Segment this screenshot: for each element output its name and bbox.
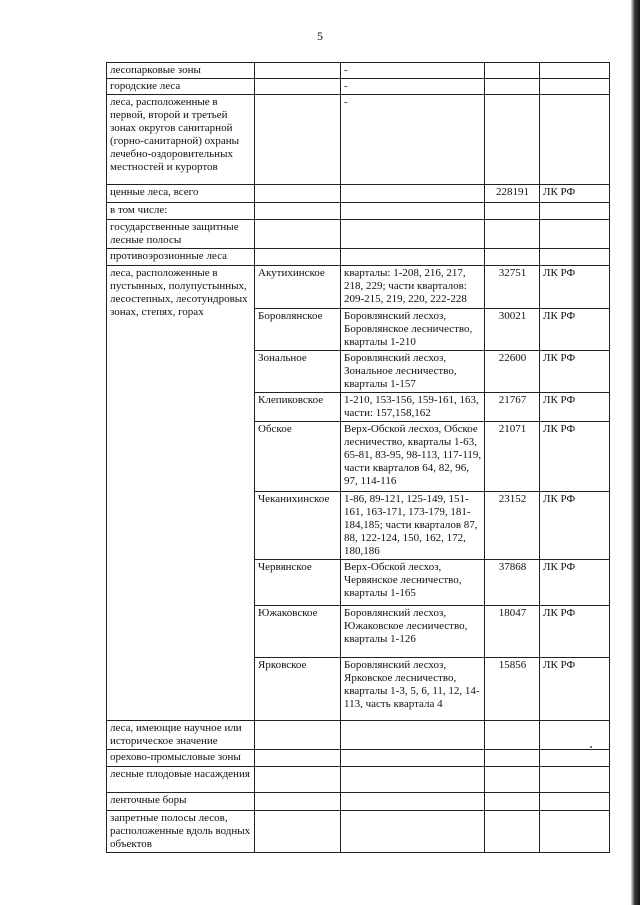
category-cell: леса, расположенные в первой, второй и третьей зонах округов санитарной (горно-санитарной) охраны лечебно-оздоровительных местностей и курортов [107,95,255,185]
description-cell: Боровлянский лесхоз, Зональное лесничество, кварталы 1-157 [341,351,485,393]
area-cell [485,63,540,79]
page-number: 5 [317,29,323,43]
area-cell [485,767,540,793]
description-cell [341,811,485,853]
basis-cell [540,203,610,220]
area-cell: 23152 [485,492,540,560]
basis-cell: ЛК РФ [540,393,610,422]
district-cell [255,767,341,793]
area-cell: 30021 [485,309,540,351]
description-cell [341,220,485,249]
table-row [107,266,610,309]
category-cell: лесные плодовые насаждения [107,767,255,793]
description-cell: кварталы: 1-208, 216, 217, 218, 229; части кварталов: 209-215, 219, 220, 222-228 [341,266,485,309]
district-cell: Чеканихинское [255,492,341,560]
table-row [107,249,610,266]
description-cell: - [341,79,485,95]
table-row [107,767,610,793]
category-cell: леса, расположенные в пустынных, полупустынных, лесостепных, лесотундровых зонах, степях, горах [107,266,255,721]
area-cell: 32751 [485,266,540,309]
area-cell: 21071 [485,422,540,492]
basis-cell: ЛК РФ [540,266,610,309]
area-cell [485,811,540,853]
category-cell: противоэрозионные леса [107,249,255,266]
table-row [107,793,610,811]
description-cell [341,203,485,220]
district-cell [255,793,341,811]
basis-cell: ЛК РФ [540,185,610,203]
description-cell [341,249,485,266]
category-cell: ленточные боры [107,793,255,811]
area-cell [485,721,540,750]
basis-cell: ЛК РФ [540,309,610,351]
description-cell: 1-86, 89-121, 125-149, 151-161, 163-171, 173-179, 181-184,185; части кварталов 87, 88, 122-124, 150, 162, 172, 180,186 [341,492,485,560]
basis-cell [540,750,610,767]
description-cell [341,767,485,793]
district-cell [255,203,341,220]
category-cell: запретные полосы лесов, расположенные вдоль водных объектов [107,811,255,853]
area-cell: 15856 [485,658,540,721]
description-cell: Верх-Обской лесхоз, Червянское лесничество, кварталы 1-165 [341,560,485,606]
district-cell: Зональное [255,351,341,393]
district-cell: Обское [255,422,341,492]
basis-cell [540,63,610,79]
district-cell [255,95,341,185]
table-row [107,811,610,853]
area-cell [485,220,540,249]
district-cell [255,750,341,767]
basis-cell [540,793,610,811]
category-cell: государственные защитные лесные полосы [107,220,255,249]
area-cell: 18047 [485,606,540,658]
description-cell: - [341,95,485,185]
basis-cell: ЛК РФ [540,606,610,658]
area-cell: 21767 [485,393,540,422]
district-cell [255,220,341,249]
description-cell: - [341,63,485,79]
table-row [107,750,610,767]
description-cell: Боровлянский лесхоз, Южаковское лесничество, кварталы 1-126 [341,606,485,658]
district-cell: Ярковское [255,658,341,721]
category-cell: ценные леса, всего [107,185,255,203]
district-cell: Боровлянское [255,309,341,351]
description-cell [341,793,485,811]
area-cell [485,95,540,185]
area-cell [485,203,540,220]
description-cell: 1-210, 153-156, 159-161, 163, части: 157,158,162 [341,393,485,422]
district-cell [255,185,341,203]
district-cell [255,249,341,266]
scan-speck [590,746,592,748]
table-row [107,79,610,95]
category-cell: леса, имеющие научное или историческое значение [107,721,255,750]
area-cell [485,79,540,95]
district-cell [255,63,341,79]
basis-cell [540,721,610,750]
basis-cell: ЛК РФ [540,351,610,393]
basis-cell [540,79,610,95]
description-cell [341,721,485,750]
category-cell: орехово-промысловые зоны [107,750,255,767]
table-row [107,95,610,185]
district-cell [255,721,341,750]
basis-cell: ЛК РФ [540,422,610,492]
area-cell: 22600 [485,351,540,393]
area-cell [485,793,540,811]
basis-cell [540,220,610,249]
district-cell: Червянское [255,560,341,606]
description-cell: Боровлянский лесхоз, Ярковское лесничество, кварталы 1-3, 5, 6, 11, 12, 14-113, часть квартала 4 [341,658,485,721]
district-cell: Южаковское [255,606,341,658]
description-cell: Боровлянский лесхоз, Боровлянское лесничество, кварталы 1-210 [341,309,485,351]
area-cell: 228191 [485,185,540,203]
table-row [107,220,610,249]
basis-cell [540,767,610,793]
basis-cell [540,249,610,266]
area-cell [485,750,540,767]
basis-cell: ЛК РФ [540,658,610,721]
table-row [107,203,610,220]
basis-cell [540,811,610,853]
basis-cell: ЛК РФ [540,560,610,606]
district-cell [255,79,341,95]
forest-category-table [106,62,610,853]
scan-edge-shadow [631,0,640,905]
category-cell: лесопарковые зоны [107,63,255,79]
district-cell [255,811,341,853]
district-cell: Акутихинское [255,266,341,309]
district-cell: Клепиковское [255,393,341,422]
category-cell: городские леса [107,79,255,95]
table-row [107,185,610,203]
description-cell [341,750,485,767]
area-cell [485,249,540,266]
table-row [107,721,610,750]
description-cell: Верх-Обской лесхоз, Обское лесничество, кварталы 1-63, 65-81, 83-95, 98-113, 117-119, части кварталов 64, 82, 96, 97, 114-116 [341,422,485,492]
basis-cell: ЛК РФ [540,492,610,560]
table-row [107,63,610,79]
area-cell: 37868 [485,560,540,606]
category-cell: в том числе: [107,203,255,220]
description-cell [341,185,485,203]
basis-cell [540,95,610,185]
